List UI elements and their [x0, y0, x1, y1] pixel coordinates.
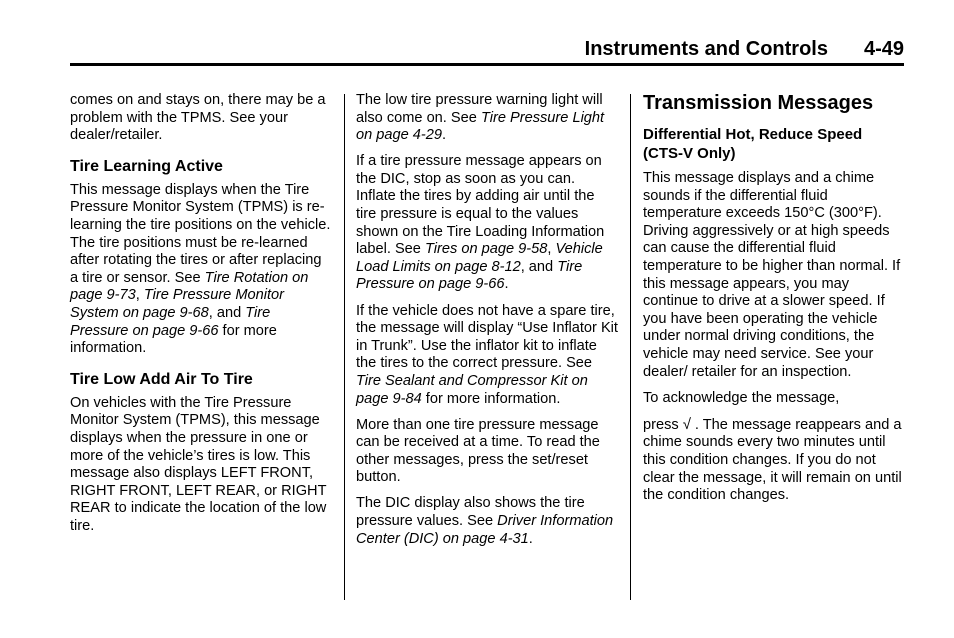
paragraph: On vehicles with the Tire Pressure Monitor System (TPMS), this message displays when the pressure in one or more of the vehicle’s tires is low. This message also displays LEFT FRONT, RIGHT FRONT, LEFT REAR, or RIGHT REAR to indicate the location of the low tire.	[70, 394, 327, 534]
text: .	[528, 530, 533, 547]
text: .	[442, 127, 447, 144]
paragraph	[643, 416, 905, 505]
paragraph	[356, 495, 618, 548]
text: If a tire pressure message appears on the DIC, stop as soon as you can. Inflate the tires by adding air until the tire pressure is equal to the values shown on the Tire Loading Information label. See	[356, 153, 605, 258]
cross-reference[interactable]: Tire Pressure on page 9-66	[356, 258, 583, 293]
text: The low tire pressure warning light will also come on. See	[356, 92, 603, 126]
paragraph	[356, 303, 618, 409]
text: This message displays when the Tire Pressure Monitor System (TPMS) is re-learning the tire positions on the vehicle. The tire positions must be re-learned after rotating the tires or after replacing a tire or sensor. See	[70, 181, 331, 286]
cross-reference[interactable]: Tire Rotation on page 9-73	[70, 269, 309, 304]
text: .	[504, 276, 509, 293]
text: . The message reappears and a chime sounds every two minutes until this condition changes. If you do not clear the message, it will remain on until the condition changes.	[643, 416, 902, 504]
text: , and	[520, 258, 558, 275]
text: for more information.	[70, 322, 277, 357]
cross-reference[interactable]: Tire Sealant and Compressor Kit on page 9-84	[356, 372, 588, 407]
paragraph	[356, 92, 618, 145]
column-divider	[630, 94, 631, 600]
page-header	[70, 38, 904, 62]
column-left	[70, 92, 332, 544]
paragraph	[356, 153, 618, 294]
heading-differential-hot: Differential Hot, Reduce Speed (CTS-V Only)	[643, 126, 863, 162]
page-number: 4-49	[863, 38, 904, 60]
column-divider	[344, 94, 345, 600]
section-title: Instruments and Controls	[584, 38, 828, 60]
cross-reference[interactable]: Tire Pressure on page 9-66	[70, 304, 271, 339]
heading-tire-learning: Tire Learning Active	[70, 157, 223, 175]
text: If the vehicle does not have a spare tire, the message will display “Use Inflator Kit in Trunk”. Use the inflator kit to inflate the tires to the correct pressure. See	[356, 302, 618, 372]
checkmark-icon: √	[682, 415, 691, 433]
cross-reference[interactable]: Vehicle Load Limits on page 8-12	[356, 241, 603, 275]
text: ,	[135, 287, 144, 304]
paragraph: To acknowledge the message,	[643, 389, 840, 406]
cross-reference[interactable]: Tire Pressure Light on page 4-29	[356, 109, 605, 144]
cross-reference[interactable]: Tires on page 9-58	[424, 241, 548, 258]
cross-reference[interactable]: Driver Information Center (DIC) on page 4-31	[356, 513, 614, 547]
heading-transmission-messages: Transmission Messages	[643, 92, 874, 114]
text: for more information.	[421, 390, 561, 407]
heading-tire-low: Tire Low Add Air To Tire	[70, 370, 253, 388]
paragraph: comes on and stays on, there may be a problem with the TPMS. See your dealer/retailer.	[70, 92, 326, 144]
cross-reference[interactable]: Tire Pressure Monitor System on page 9-68	[70, 287, 285, 321]
text: ,	[547, 241, 556, 258]
text: The DIC display also shows the tire pressure values. See	[356, 495, 585, 530]
paragraph	[70, 182, 332, 358]
column-right	[643, 92, 905, 513]
text: , and	[208, 304, 246, 321]
text: press	[643, 416, 679, 433]
header-rule	[70, 63, 904, 66]
paragraph: More than one tire pressure message can be received at a time. To read the other messages, press the set/reset button.	[356, 416, 600, 486]
column-middle	[356, 92, 618, 557]
paragraph: This message displays and a chime sounds if the differential fluid temperature exceeds 150°C (300°F). Driving aggressively or at high speeds can cause the differential fluid temperature to be higher than normal. If this message appears, you may continue to drive at a slower speed. If you have been operating the vehicle under normal driving conditions, the vehicle may need service. See your dealer/ retailer for an inspection.	[643, 170, 901, 380]
